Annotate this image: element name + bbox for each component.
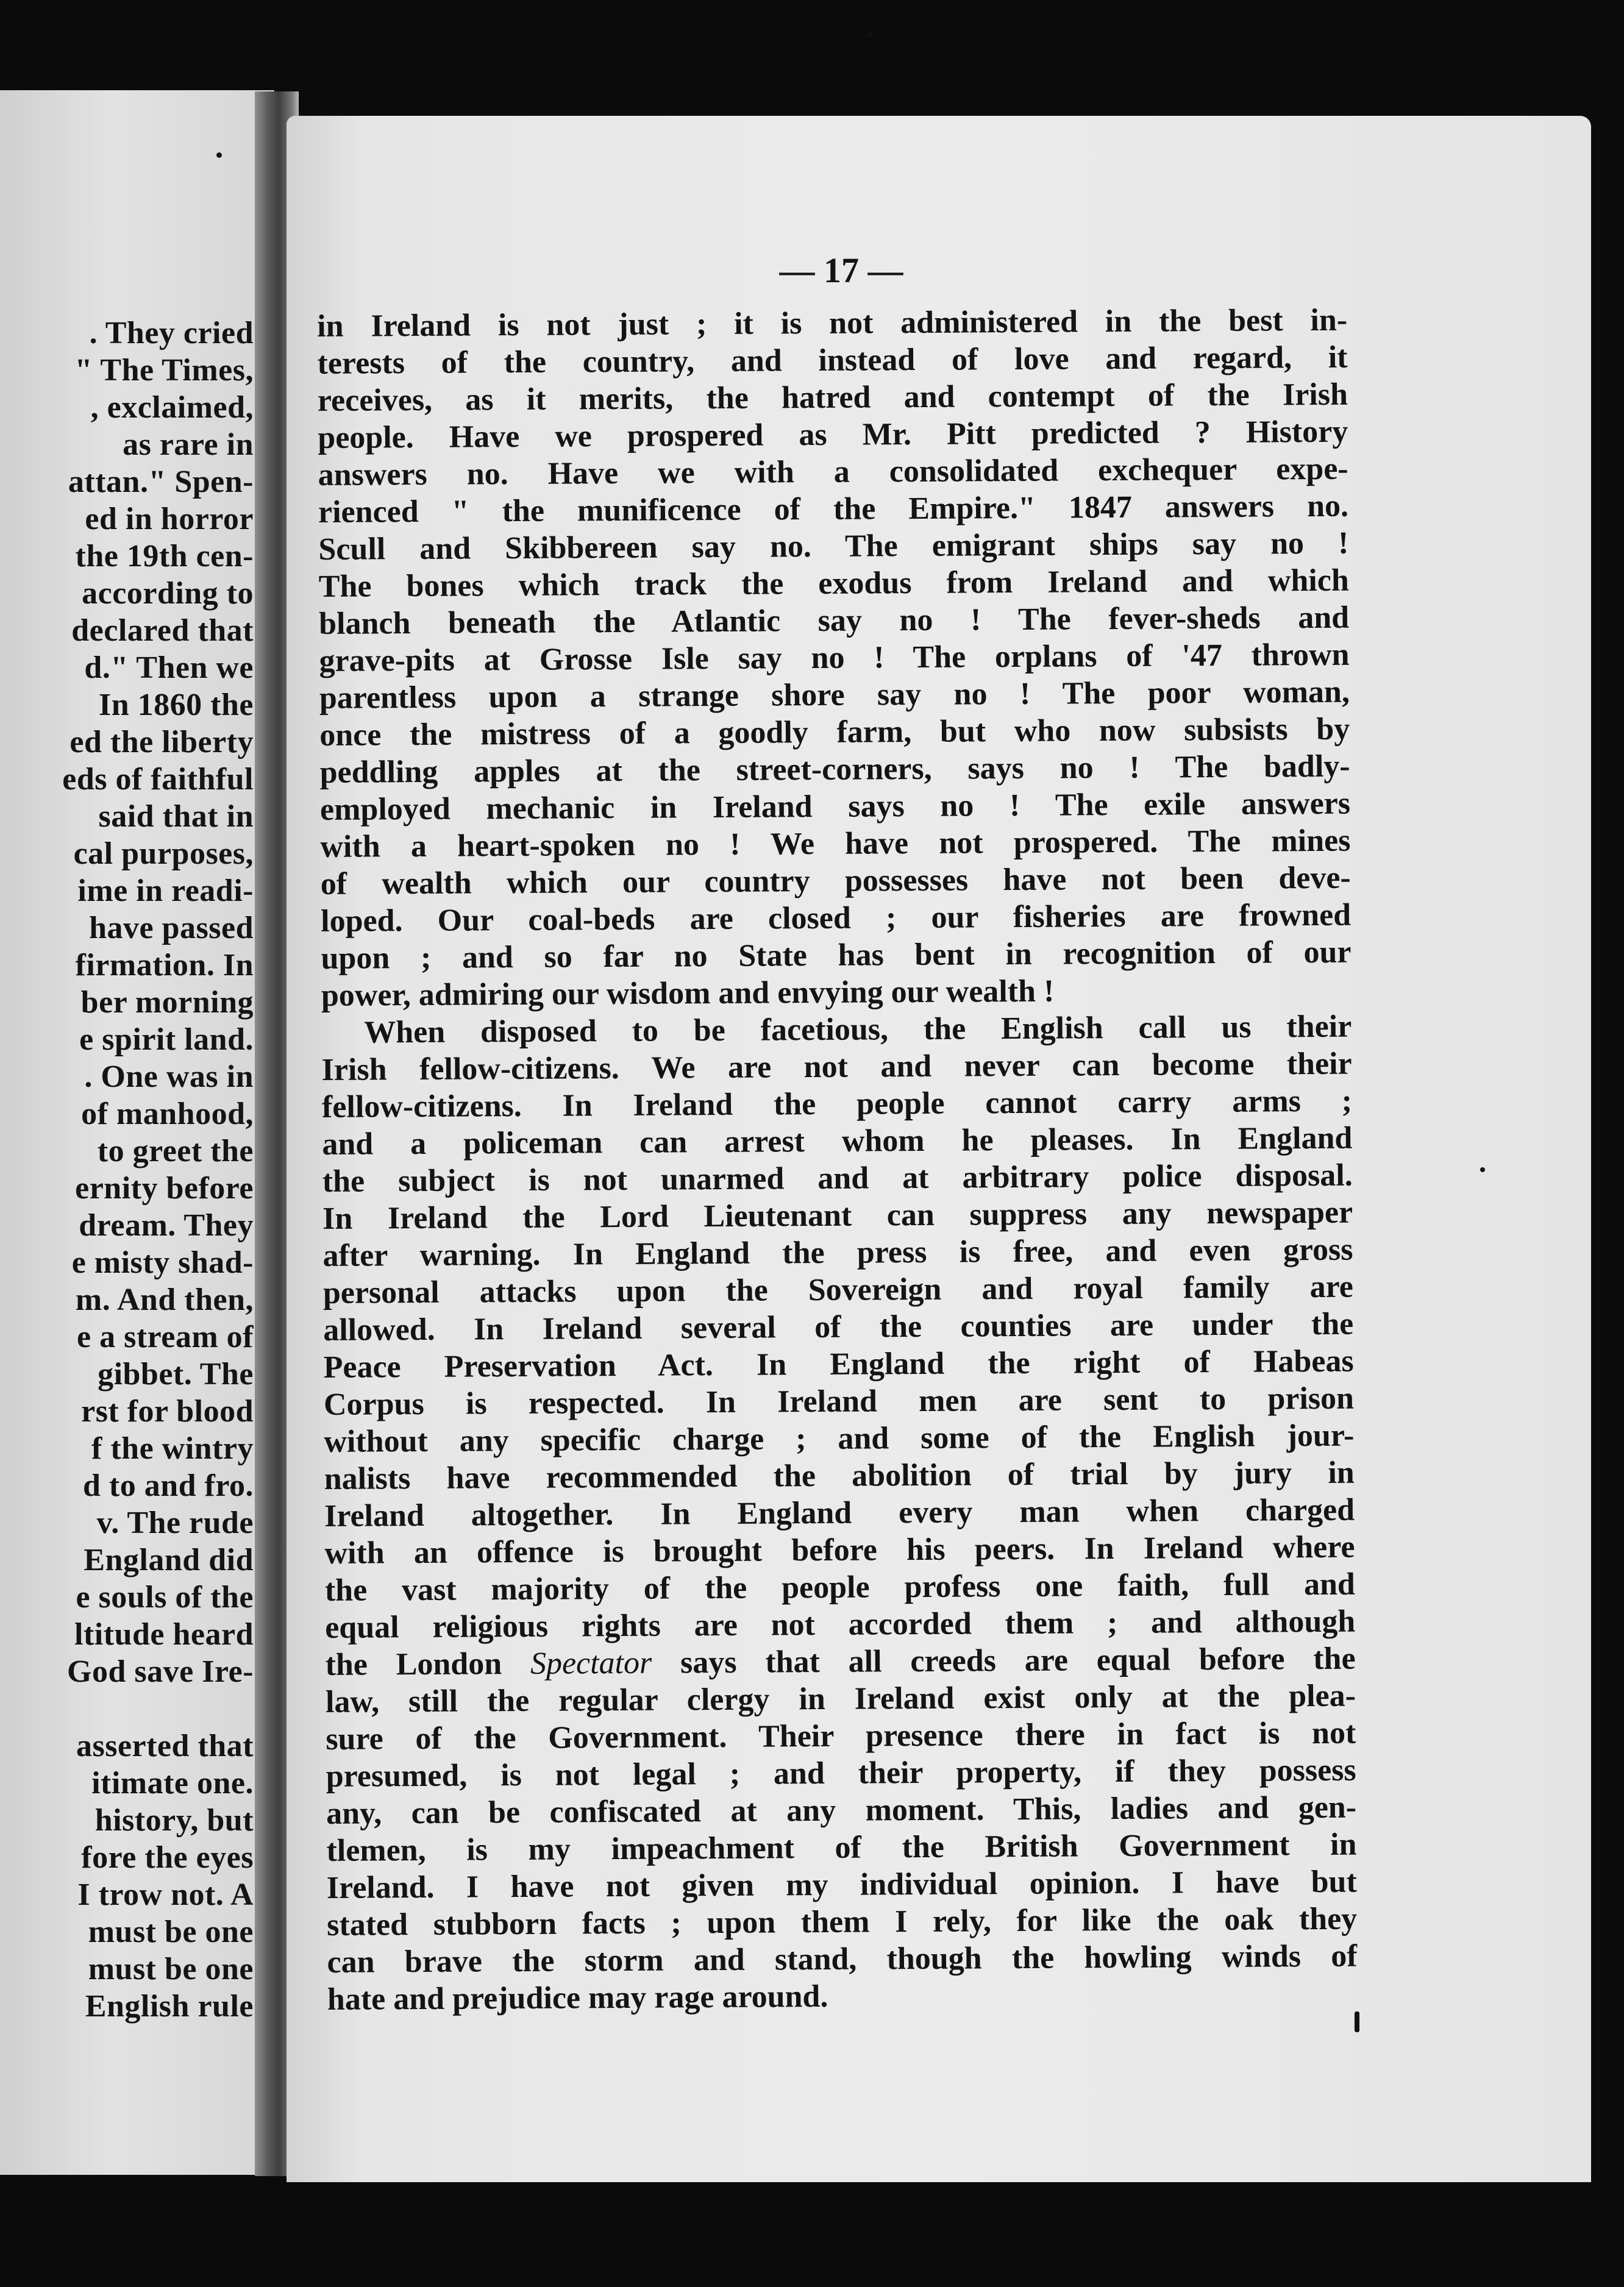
left-page-line: to greet the xyxy=(97,1134,254,1168)
left-page-line: said that in xyxy=(98,799,254,834)
text-line: presumed, is not legal ; and their property, if they possess xyxy=(326,1752,1356,1794)
text-line: nalists have recommended the abolition of trial by jury in xyxy=(324,1455,1355,1496)
text-line: employed mechanic in Ireland says no ! The exile answers xyxy=(319,786,1351,827)
left-page-line: . They cried xyxy=(89,316,254,350)
left-page-line: God save Ire- xyxy=(67,1654,254,1689)
text-line: loped. Our coal-beds are closed ; our fisheries are frowned xyxy=(320,897,1352,939)
text-line: can brave the storm and stand, though the howling winds of xyxy=(327,1938,1358,1980)
left-page-line: I trow not. A xyxy=(77,1877,254,1912)
left-page-line: the 19th cen- xyxy=(75,539,254,574)
text-line: peddling apples at the street-corners, says no ! The badly- xyxy=(319,749,1350,790)
left-page-line: must be one xyxy=(88,1952,254,1986)
left-page-line: . One was in xyxy=(84,1059,254,1094)
text-line: allowed. In Ireland several of the counties are under the xyxy=(323,1306,1354,1348)
text-line: the vast majority of the people profess one faith, full and xyxy=(324,1567,1355,1608)
text-line: once the mistress of a goodly farm, but who now subsists by xyxy=(319,711,1350,753)
left-page-line: as rare in xyxy=(123,427,254,462)
text-line: parentless upon a strange shore say no ! The poor woman, xyxy=(319,674,1350,716)
dust-speck xyxy=(867,32,873,38)
text-line: When disposed to be facetious, the English call us their xyxy=(364,1009,1352,1050)
text-line: with an offence is brought before his peers. In Ireland where xyxy=(324,1529,1355,1571)
left-page-line: d." Then we xyxy=(84,650,254,685)
text-line: Ireland. I have not given my individual opinion. I have but xyxy=(326,1864,1357,1905)
left-page-line: declared that xyxy=(71,613,254,648)
text-line: tlemen, is my impeachment of the British Government in xyxy=(326,1827,1357,1868)
text-line: rienced " the munificence of the Empire." 1847 answers no. xyxy=(318,488,1349,530)
left-page-line: asserted that xyxy=(76,1729,254,1763)
text-line: grave-pits at Grosse Isle say no ! The orplans of '47 thrown xyxy=(319,637,1350,678)
text-line: law, still the regular clergy in Ireland exist only at the plea- xyxy=(325,1678,1356,1720)
left-page-line: , exclaimed, xyxy=(90,390,254,425)
left-page-line: English rule xyxy=(85,1989,254,2024)
text-line: receives, as it merits, the hatred and contempt of the Irish xyxy=(317,377,1348,418)
left-page-line: according to xyxy=(82,576,254,611)
text-line: the London Spectator says that all creeds are equal before the xyxy=(325,1641,1356,1682)
text-line: without any specific charge ; and some of the English jour- xyxy=(324,1418,1355,1459)
text-line: in Ireland is not just ; it is not administered in the best in- xyxy=(317,302,1348,344)
left-page-line: dream. They xyxy=(79,1208,254,1243)
text-line: Peace Preservation Act. In England the right of Habeas xyxy=(323,1343,1354,1385)
text-line: fellow-citizens. In Ireland the people cannot carry arms ; xyxy=(321,1083,1353,1125)
text-line: Ireland altogether. In England every man when charged xyxy=(324,1492,1355,1534)
text-line: upon ; and so far no State has bent in recognition of our xyxy=(321,934,1352,976)
text-line: people. Have we prospered as Mr. Pitt predicted ? History xyxy=(318,414,1348,455)
left-page-line: history, but xyxy=(94,1803,254,1838)
dust-speck xyxy=(1480,1167,1485,1172)
text-line: personal attacks upon the Sovereign and royal family are xyxy=(322,1269,1354,1311)
text-line: equal religious rights are not accorded them ; and although xyxy=(325,1604,1356,1645)
left-page-line: In 1860 the xyxy=(99,688,254,722)
left-page-line: have passed xyxy=(89,911,254,945)
text-line: terests of the country, and instead of love and regard, it xyxy=(317,340,1348,381)
left-page-line: e misty shad- xyxy=(71,1245,254,1280)
left-page-line: England did xyxy=(84,1543,254,1577)
left-page-line: itimate one. xyxy=(91,1766,254,1801)
text-line: after warning. In England the press is free, and even gross xyxy=(322,1232,1353,1273)
dust-speck xyxy=(216,152,222,158)
left-page-line: must be one xyxy=(88,1915,254,1949)
text-line: The bones which track the exodus from Ireland and which xyxy=(318,563,1349,604)
left-page-line: ime in readi- xyxy=(77,873,254,908)
left-page-line: v. The rude xyxy=(96,1506,254,1540)
text-line: of wealth which our country possesses have not been deve- xyxy=(320,860,1351,902)
left-page-line: fore the eyes xyxy=(81,1840,254,1875)
left-page-line: ed in horror xyxy=(85,502,254,536)
left-page-line: attan." Spen- xyxy=(68,464,254,499)
text-line: blanch beneath the Atlantic say no ! The fever-sheds and xyxy=(318,600,1350,641)
text-line: and a policeman can arrest whom he pleases. In England xyxy=(322,1120,1353,1162)
left-page-line xyxy=(0,1690,254,1727)
left-page-line: " The Times, xyxy=(74,353,254,388)
text-line: In Ireland the Lord Lieutenant can suppress any newspaper xyxy=(322,1195,1353,1236)
left-page-line: rst for blood xyxy=(81,1394,254,1429)
left-page-line: e spirit land. xyxy=(79,1022,254,1057)
text-line: hate and prejudice may rage around. xyxy=(327,1979,828,2017)
text-line: the subject is not unarmed and at arbitrary police disposal. xyxy=(322,1158,1353,1199)
text-line: with a heart-spoken no ! We have not prospered. The mines xyxy=(320,823,1351,864)
left-page-line: e a stream of xyxy=(77,1320,254,1354)
left-page-line: m. And then, xyxy=(75,1282,254,1317)
left-page-line: ernity before xyxy=(75,1171,254,1206)
left-page-line: ed the liberty xyxy=(69,725,254,759)
left-page-line: firmation. In xyxy=(75,948,254,983)
dust-speck xyxy=(1355,2011,1359,2032)
left-page-line: ltitude heard xyxy=(74,1617,254,1652)
left-page-text xyxy=(0,315,254,2025)
left-page-line: d to and fro. xyxy=(82,1468,254,1503)
left-page-line: f the wintry xyxy=(91,1431,254,1466)
text-line: sure of the Government. Their presence there in fact is not xyxy=(326,1715,1356,1757)
page-body-text xyxy=(317,302,1358,2018)
left-page-line: e souls of the xyxy=(76,1580,254,1615)
left-page-line: of manhood, xyxy=(81,1097,254,1131)
text-line: Corpus is respected. In Ireland men are sent to prison xyxy=(323,1381,1355,1422)
left-page-line: eds of faithful xyxy=(62,762,254,797)
text-line: Irish fellow-citizens. We are not and never can become their xyxy=(321,1046,1352,1087)
page-number: — 17 — xyxy=(779,251,903,290)
left-page-line: ber morning xyxy=(80,985,254,1020)
text-line: stated stubborn facts ; upon them I rely, for like the oak they xyxy=(327,1901,1358,1943)
text-line: power, admiring our wisdom and envying our wealth ! xyxy=(321,973,1055,1013)
left-facing-page xyxy=(0,90,274,2175)
text-line: answers no. Have we with a consolidated exchequer expe- xyxy=(318,451,1348,493)
text-line: Scull and Skibbereen say no. The emigrant ships say no ! xyxy=(318,525,1349,567)
text-line: any, can be confiscated at any moment. This, ladies and gen- xyxy=(326,1790,1357,1831)
left-page-line: gibbet. The xyxy=(98,1357,254,1392)
left-page-line: cal purposes, xyxy=(73,836,254,871)
